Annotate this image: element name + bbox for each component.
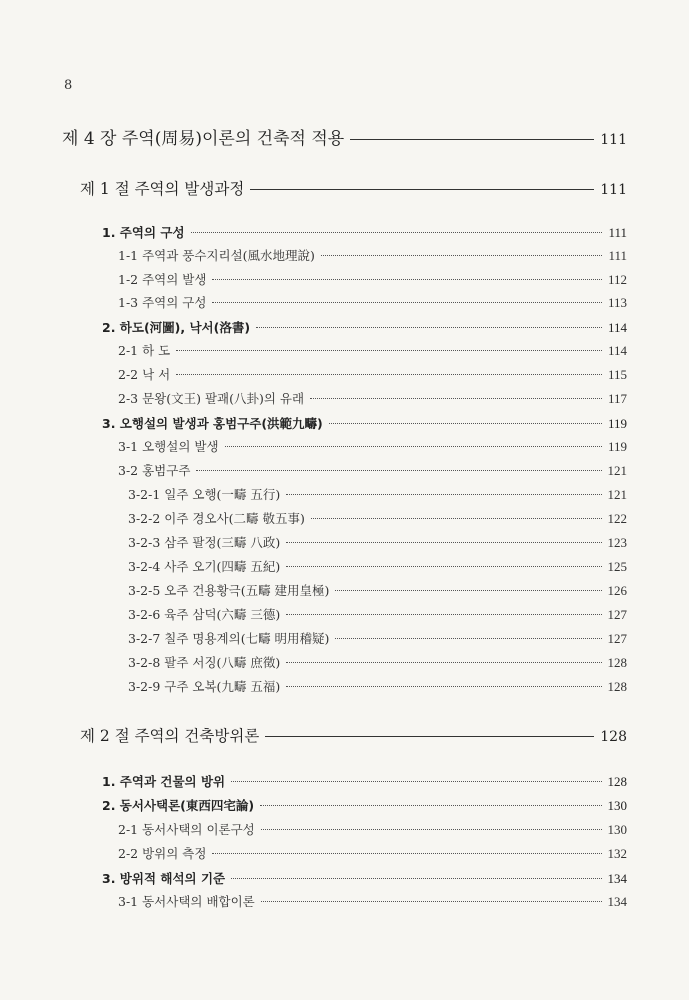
toc-entry-l2 <box>118 389 627 407</box>
toc-entry-title: 2-1 동서사택의 이론구성 <box>118 822 255 837</box>
toc-entry-page: 111 <box>608 225 627 240</box>
toc-entry-page: 130 <box>607 798 627 813</box>
toc-entry-section <box>80 177 627 199</box>
toc-entry-l3 <box>128 581 627 599</box>
toc-entry-title: 3-2-7 칠주 명용계의(七疇 明用稽疑) <box>128 631 330 646</box>
toc-entry-l3 <box>128 485 627 503</box>
toc-entry-l2 <box>118 270 627 288</box>
toc-leader <box>250 189 594 190</box>
toc-entry-l2 <box>118 820 627 838</box>
toc-leader <box>321 255 603 256</box>
toc-entry-l2 <box>118 892 627 910</box>
toc-leader <box>261 829 602 830</box>
toc-entry-page: 111 <box>600 182 627 198</box>
toc-entry-l1 <box>102 318 627 336</box>
toc-entry-page: 113 <box>607 295 627 310</box>
toc-entry-page: 117 <box>607 391 627 406</box>
toc-entry-l1 <box>102 223 627 241</box>
toc-entry-page: 111 <box>600 132 627 148</box>
toc-leader <box>231 781 601 782</box>
toc-leader <box>286 566 601 567</box>
toc-entry-title: 2-1 하 도 <box>118 343 171 358</box>
toc-leader <box>176 350 602 351</box>
toc-entry-l3 <box>128 533 627 551</box>
toc-entry-l3 <box>128 653 627 671</box>
toc-entry-title: 3-2-2 이주 경오사(二疇 敬五事) <box>128 511 305 526</box>
toc-entry-l3 <box>128 629 627 647</box>
toc-leader <box>212 853 601 854</box>
page-number: 8 <box>64 78 73 93</box>
toc-entry-title: 1-3 주역의 구성 <box>118 295 207 310</box>
toc-leader <box>212 302 602 303</box>
toc-entry-title: 제 4 장 주역(周易)이론의 건축적 적용 <box>62 129 345 149</box>
toc-leader <box>225 446 602 447</box>
toc-entry-title: 3-2-1 일주 오행(一疇 五行) <box>128 487 281 502</box>
toc-entry-page: 134 <box>607 894 627 909</box>
toc-entry-l1 <box>102 796 627 814</box>
toc-entry-title: 1-1 주역과 풍수지리설(風水地理說) <box>118 248 315 263</box>
toc-entry-page: 123 <box>607 535 627 550</box>
toc-entry-l2 <box>118 844 627 862</box>
toc-entry-page: 127 <box>607 631 627 646</box>
toc-entry-page: 128 <box>607 655 627 670</box>
toc-leader <box>191 232 603 233</box>
toc-leader <box>286 614 601 615</box>
toc-entry-l1 <box>102 414 627 432</box>
toc-entry-l3 <box>128 677 627 695</box>
toc-leader <box>311 518 602 519</box>
toc-entry-page: 128 <box>600 729 627 745</box>
toc-entry-l2 <box>118 461 627 479</box>
toc-leader <box>286 686 601 687</box>
toc-entry-l3 <box>128 557 627 575</box>
toc-entry-title: 3. 오행설의 발생과 홍범구주(洪範九疇) <box>102 416 323 431</box>
toc-entry-page: 125 <box>607 559 627 574</box>
toc-entry-l3 <box>128 509 627 527</box>
toc-entry-title: 1-2 주역의 발생 <box>118 272 207 287</box>
toc-leader <box>335 590 601 591</box>
toc-entry-page: 119 <box>607 439 627 454</box>
toc-entry-title: 2-2 낙 서 <box>118 367 171 382</box>
toc-leader <box>231 878 601 879</box>
toc-entry-title: 2. 동서사택론(東西四宅論) <box>102 798 255 813</box>
toc-entry-page: 111 <box>608 248 627 263</box>
toc-entry-page: 114 <box>607 343 627 358</box>
toc-entry-chapter <box>62 124 627 149</box>
toc-leader <box>260 805 601 806</box>
toc-entry-title: 3-2-5 오주 건용황극(五疇 建用皇極) <box>128 583 330 598</box>
toc-entry-l1 <box>102 869 627 887</box>
toc-leader <box>329 423 602 424</box>
toc-leader <box>261 901 602 902</box>
toc-entry-page: 121 <box>607 487 627 502</box>
toc-leader <box>196 470 601 471</box>
toc-entry-l2 <box>118 437 627 455</box>
toc-entry-page: 121 <box>607 463 627 478</box>
toc-entry-title: 3. 방위적 해석의 기준 <box>102 871 226 886</box>
toc-entry-title: 2-3 문왕(文王) 팔괘(八卦)의 유래 <box>118 391 305 406</box>
toc-entry-l2 <box>118 293 627 311</box>
toc-entry-title: 2-2 방위의 측정 <box>118 846 207 861</box>
toc-entry-page: 130 <box>607 822 627 837</box>
toc-entry-l1 <box>102 772 627 790</box>
toc-leader <box>265 736 594 737</box>
toc-entry-page: 115 <box>607 367 627 382</box>
toc-entry-l2 <box>118 246 627 264</box>
toc-entry-page: 122 <box>607 511 627 526</box>
toc-entry-title: 3-2-6 육주 삼덕(六疇 三德) <box>128 607 281 622</box>
toc-entry-page: 132 <box>607 846 627 861</box>
toc-leader <box>256 327 602 328</box>
toc-entry-l3 <box>128 605 627 623</box>
toc-entry-l2 <box>118 341 627 359</box>
toc-leader <box>286 662 601 663</box>
toc-leader <box>286 494 601 495</box>
toc-entry-title: 2. 하도(河圖), 낙서(洛書) <box>102 320 251 335</box>
toc-entry-page: 128 <box>607 679 627 694</box>
toc-entry-title: 3-1 동서사택의 배합이론 <box>118 894 255 909</box>
toc-entry-l2 <box>118 365 627 383</box>
toc-entry-page: 119 <box>607 416 627 431</box>
toc-leader <box>212 279 602 280</box>
toc-leader <box>350 139 594 140</box>
toc-leader <box>176 374 602 375</box>
toc-entry-title: 3-2-9 구주 오복(九疇 五福) <box>128 679 281 694</box>
toc-leader <box>310 398 602 399</box>
toc-entry-section <box>80 724 627 746</box>
toc-entry-page: 128 <box>607 774 627 789</box>
toc-entry-title: 3-2 홍범구주 <box>118 463 191 478</box>
toc-entry-title: 1. 주역과 건물의 방위 <box>102 774 226 789</box>
toc-entry-title: 1. 주역의 구성 <box>102 225 185 240</box>
toc-leader <box>335 638 601 639</box>
toc-entry-title: 3-1 오행설의 발생 <box>118 439 219 454</box>
toc-leader <box>286 542 601 543</box>
toc-entry-page: 127 <box>607 607 627 622</box>
toc-entry-title: 제 1 절 주역의 발생과정 <box>80 180 245 198</box>
toc-entry-page: 114 <box>607 320 627 335</box>
toc-entry-title: 3-2-3 삼주 팔정(三疇 八政) <box>128 535 281 550</box>
toc-entry-title: 3-2-8 팔주 서징(八疇 庶徵) <box>128 655 281 670</box>
toc-entry-title: 제 2 절 주역의 건축방위론 <box>80 727 260 745</box>
toc-entry-title: 3-2-4 사주 오기(四疇 五紀) <box>128 559 281 574</box>
toc-entry-page: 134 <box>607 871 627 886</box>
toc-entry-page: 112 <box>607 272 627 287</box>
toc-entry-page: 126 <box>607 583 627 598</box>
